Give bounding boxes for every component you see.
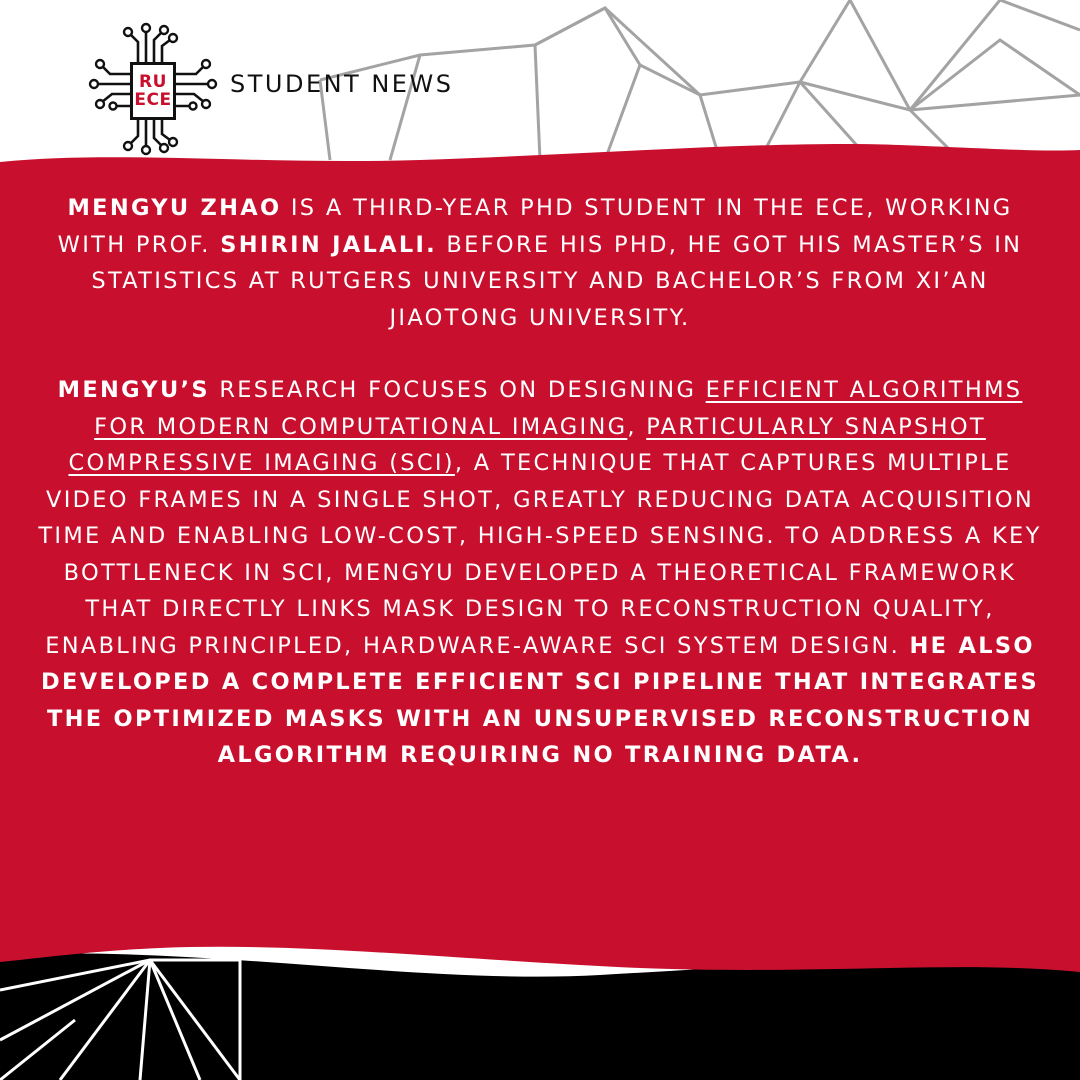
logo-badge bbox=[130, 62, 176, 120]
research-link-algorithms[interactable]: EFFICIENT ALGORITHMS FOR MODERN COMPUTATIONAL IMAGING bbox=[94, 377, 1023, 440]
advisor-name: SHIRIN JALALI. bbox=[220, 231, 437, 258]
research-text-3: , A TECHNIQUE THAT CAPTURES MULTIPLE VIDEO FRAMES IN A SINGLE SHOT, GREATLY REDUCING DATA ACQUISITION TIME AND ENABLING LOW-COST, HIGH-SPEED SENSING. TO ADDRESS A KEY BOTTLENECK IN SCI, MENGYU DEVELOPED A THEORETICAL FRAMEWORK THAT DIRECTLY LINKS MASK DESIGN TO RECONSTRUCTION QUALITY, ENABLING PRINCIPLED, HARDWARE-AWARE SCI SYSTEM DESIGN. bbox=[38, 450, 1042, 659]
intro-text-1: IS A THIRD-YEAR PHD STUDENT IN THE ECE, WORKING WITH PROF. bbox=[57, 195, 1013, 258]
logo-text-ru: RU bbox=[139, 72, 167, 92]
research-text-2: , bbox=[627, 413, 647, 440]
research-bold-summary: HE ALSO DEVELOPED A COMPLETE EFFICIENT SCI PIPELINE THAT INTEGRATES THE OPTIMIZED MASKS WITH AN UNSUPERVISED RECONSTRUCTION ALGORITHM REQUIRING NO TRAINING DATA. bbox=[40, 632, 1040, 768]
section-title: STUDENT NEWS bbox=[230, 70, 454, 98]
research-text-1: RESEARCH FOCUSES ON DESIGNING bbox=[209, 377, 706, 403]
intro-text-2: BEFORE HIS PHD, HE GOT HIS MASTER’S IN STATISTICS AT RUTGERS UNIVERSITY AND BACHELOR’S FROM XI’AN JIAOTONG UNIVERSITY. bbox=[91, 231, 1023, 331]
bottom-dark-band bbox=[0, 953, 1080, 1080]
ru-ece-logo bbox=[88, 18, 220, 156]
student-name-possessive: MENGYU’S bbox=[57, 377, 210, 403]
paragraph-intro bbox=[30, 190, 1050, 336]
logo-text-ece: ECE bbox=[134, 90, 172, 110]
paragraph-research bbox=[30, 372, 1050, 774]
student-name: MENGYU ZHAO bbox=[67, 195, 282, 221]
research-link-sci[interactable]: PARTICULARLY SNAPSHOT COMPRESSIVE IMAGING (SCI) bbox=[68, 413, 986, 476]
article-body bbox=[30, 190, 1050, 774]
